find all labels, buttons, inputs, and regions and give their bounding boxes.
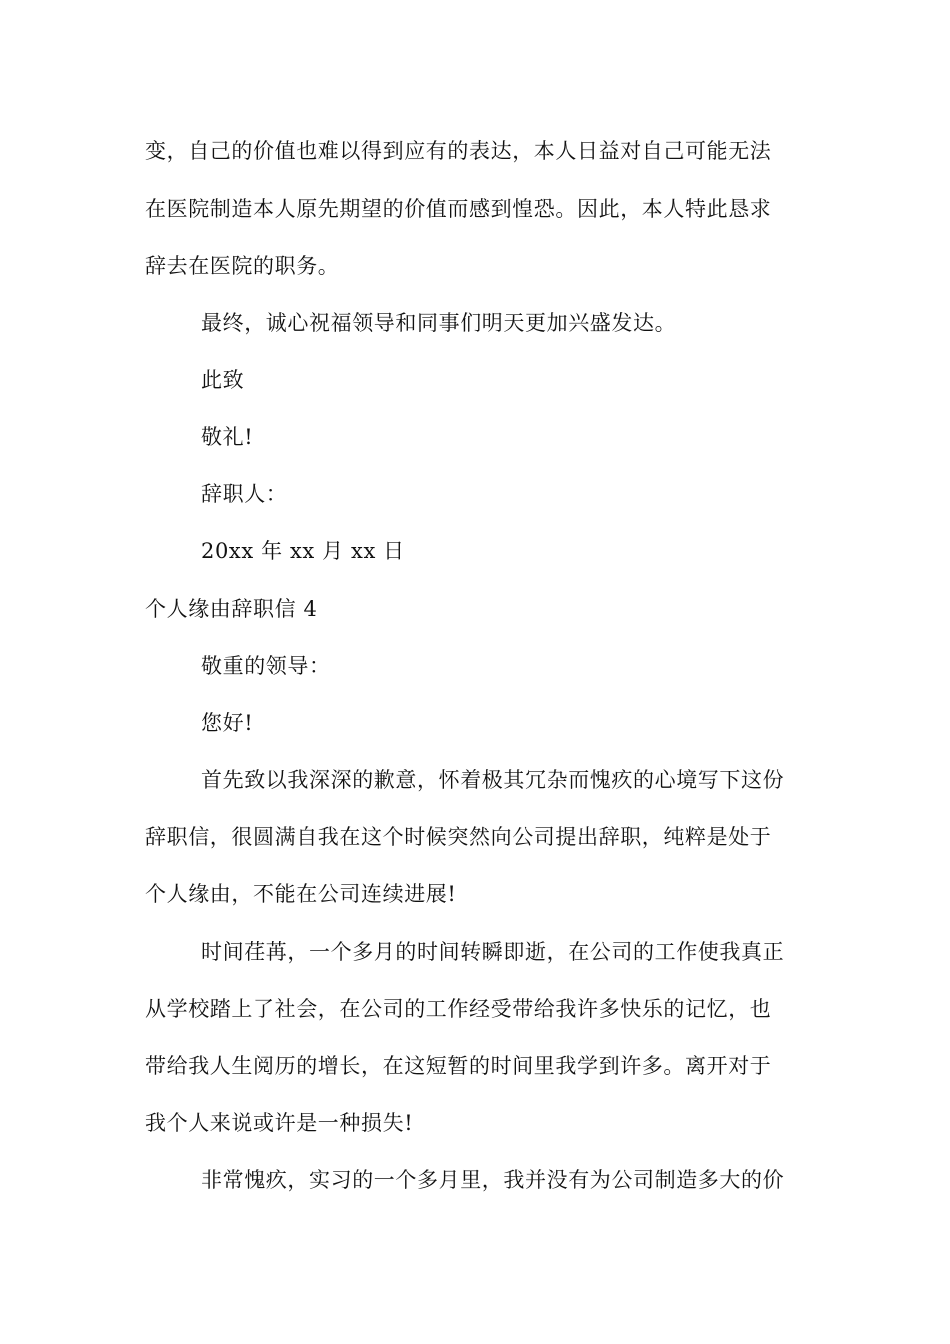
body-text-line: 变，自己的价值也难以得到应有的表达，本人日益对自己可能无法 xyxy=(145,139,772,163)
body-text-line: 带给我人生阅历的增长，在这短暂的时间里我学到许多。离开对于 xyxy=(145,1054,772,1078)
body-text-line: 辞去在医院的职务。 xyxy=(145,254,340,278)
letter-greeting: 敬重的领导： xyxy=(201,654,331,678)
body-text-line: 非常愧疚，实习的一个多月里，我并没有为公司制造多大的价 xyxy=(201,1168,785,1192)
closing-wishes-line: 最终，诚心祝福领导和同事们明天更加兴盛发达。 xyxy=(201,311,677,335)
body-text-line: 辞职信，很圆满自我在这个时候突然向公司提出辞职，纯粹是处于 xyxy=(145,825,772,849)
section-heading: 个人缘由辞职信 4 xyxy=(145,597,318,621)
salutation-regards: 敬礼! xyxy=(201,425,254,449)
body-text-line: 从学校踏上了社会，在公司的工作经受带给我许多快乐的记忆，也 xyxy=(145,997,772,1021)
body-text-line: 时间荏苒，一个多月的时间转瞬即逝，在公司的工作使我真正 xyxy=(201,940,785,964)
signature-label: 辞职人： xyxy=(201,482,288,506)
body-text-line: 我个人来说或许是一种损失! xyxy=(145,1111,414,1135)
body-text-line: 在医院制造本人原先期望的价值而感到惶恐。因此，本人特此恳求 xyxy=(145,197,772,221)
date-line: 20xx 年 xx 月 xx 日 xyxy=(201,539,405,563)
letter-hello: 您好! xyxy=(201,711,254,735)
salutation-closing: 此致 xyxy=(201,368,245,392)
body-text-line: 个人缘由，不能在公司连续进展! xyxy=(145,882,457,906)
body-text-line: 首先致以我深深的歉意，怀着极其冗杂而愧疚的心境写下这份 xyxy=(201,768,785,792)
